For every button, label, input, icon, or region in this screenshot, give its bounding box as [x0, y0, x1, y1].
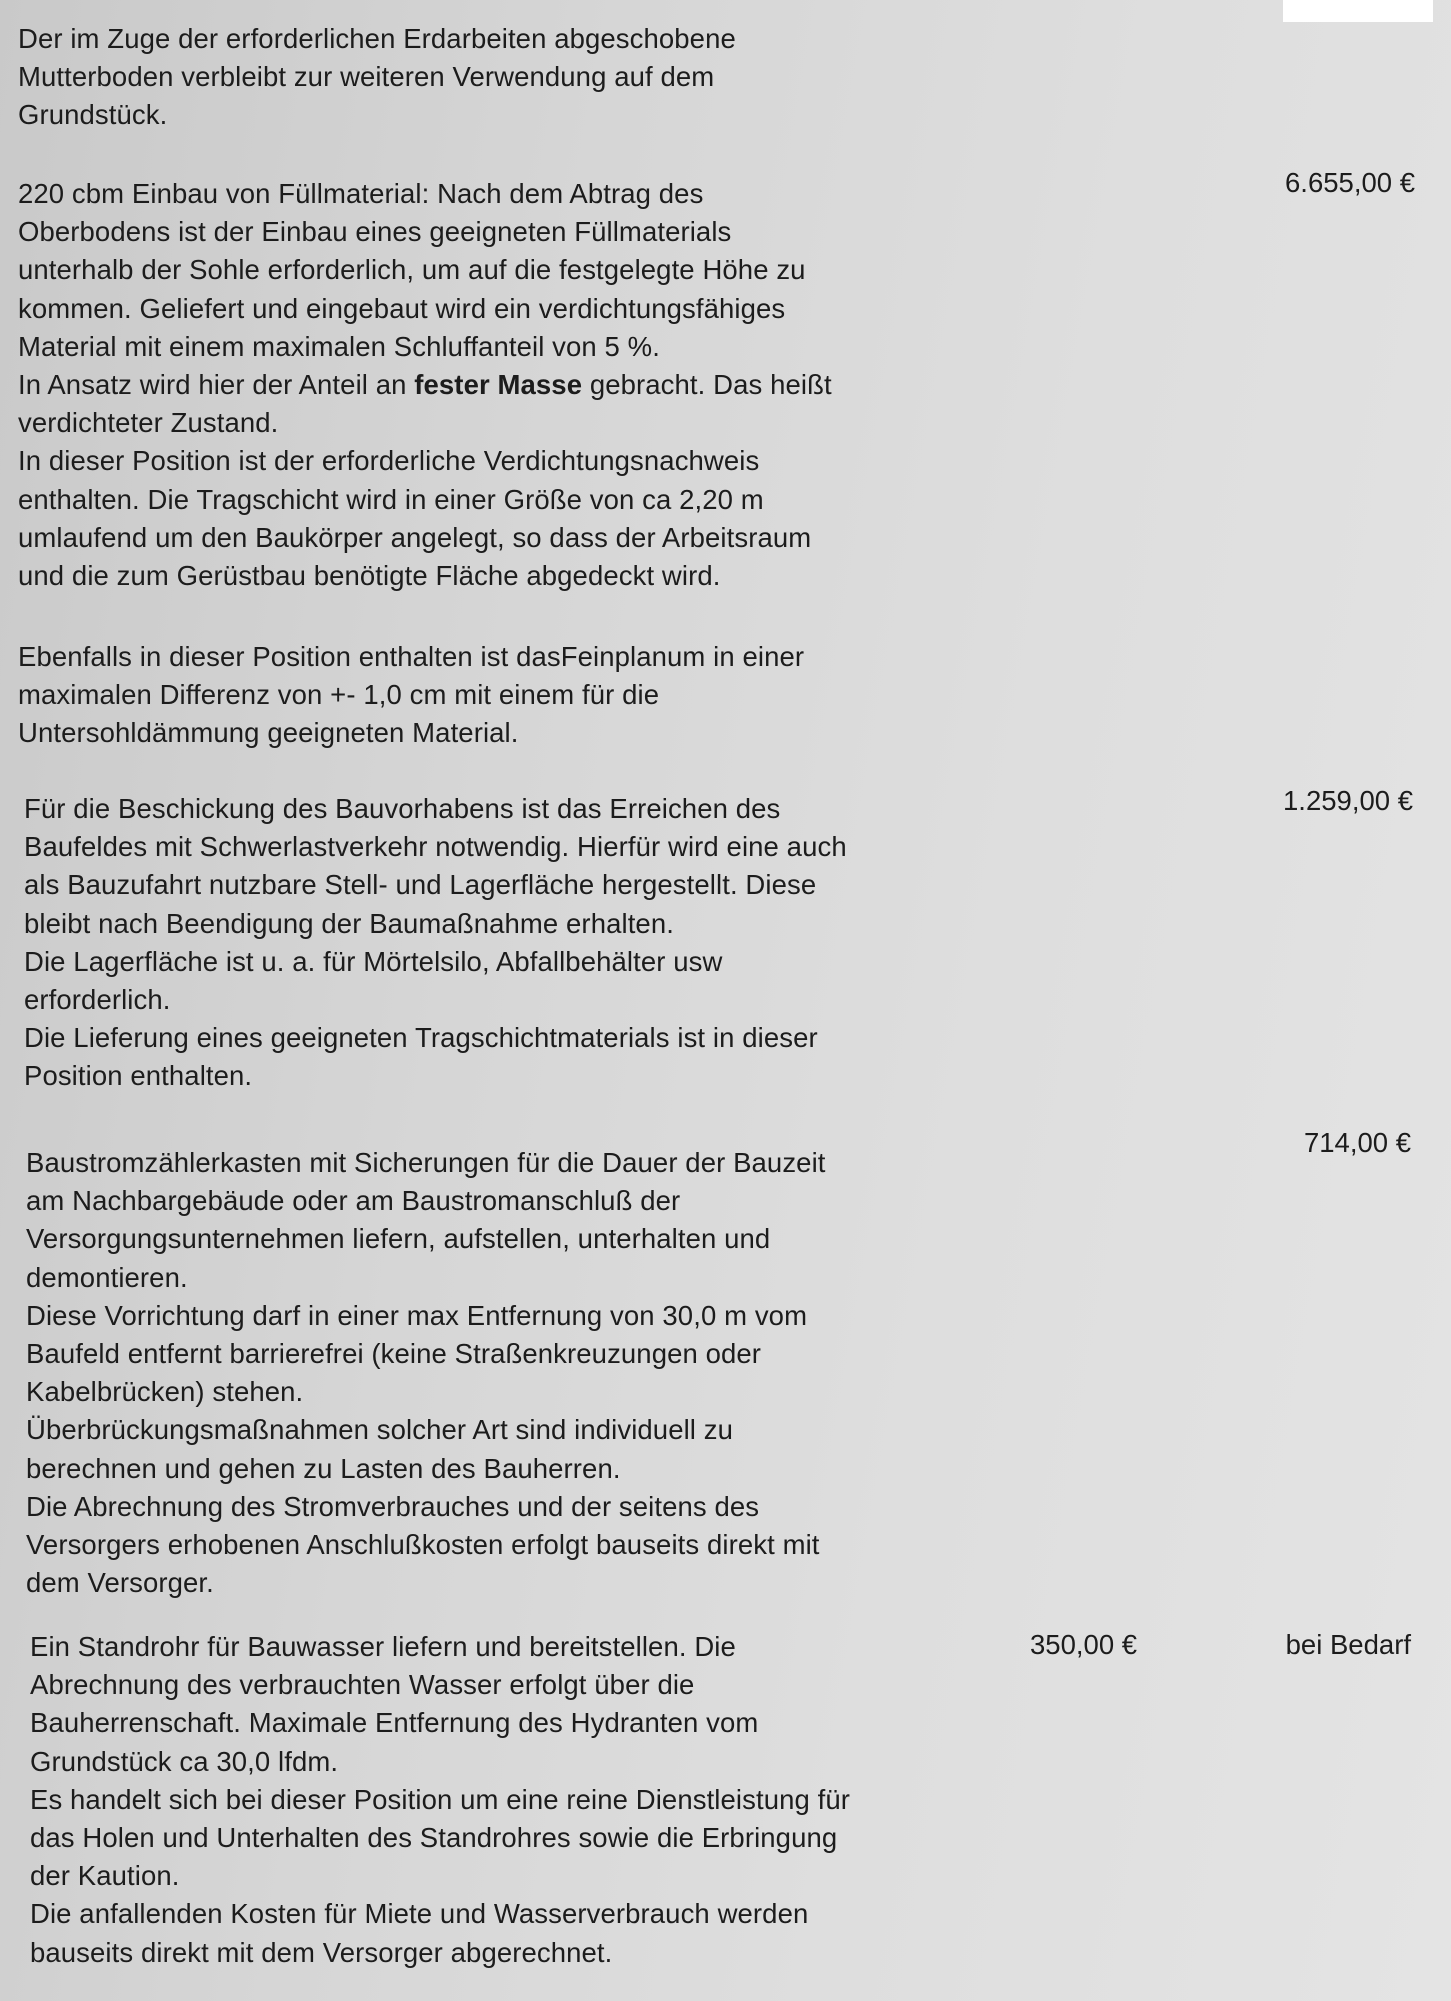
text-line: Baustromzählerkasten mit Sicherungen für die Dauer der Bauzeit — [26, 1147, 826, 1178]
text-line: Ein Standrohr für Bauwasser liefern und bereitstellen. Die — [30, 1631, 736, 1662]
text-line: Baufeldes mit Schwerlastverkehr notwendig. Hierfür wird eine auch — [24, 831, 847, 863]
text-block-mutterboden — [18, 20, 958, 135]
text-line: Mutterboden verbleibt zur weiteren Verwendung auf dem — [18, 61, 715, 93]
note-bei-bedarf: bei Bedarf — [1285, 1629, 1411, 1660]
text-line: Ebenfalls in dieser Position enthalten ist dasFeinplanum in einer — [18, 641, 805, 672]
text-line: umlaufend um den Baukörper angelegt, so dass der Arbeitsraum — [18, 521, 812, 553]
text-line: Baufeld entfernt barrierefrei (keine Straßenkreuzungen oder — [26, 1338, 762, 1370]
text-line: Überbrückungsmaßnahmen solcher Art sind individuell zu — [26, 1414, 733, 1446]
text-block-fuellmaterial — [18, 175, 958, 595]
text-line: bleibt nach Beendigung der Baumaßnahme erhalten. — [24, 907, 674, 939]
text-line: Für die Beschickung des Bauvorhabens ist das Erreichen des — [24, 793, 781, 824]
amount-standrohr: 350,00 € — [1030, 1629, 1138, 1660]
text-line: und die zum Gerüstbau benötigte Fläche abgedeckt wird. — [18, 560, 721, 592]
text-line: Versorgungsunternehmen liefern, aufstellen, unterhalten und — [26, 1223, 771, 1255]
bold-phrase: fester Masse — [414, 369, 583, 401]
text-line: dem Versorger. — [26, 1567, 214, 1599]
text-line: Der im Zuge der erforderlichen Erdarbeiten abgeschobene — [18, 23, 736, 54]
text-line: Untersohldämmung geeigneten Material. — [18, 717, 519, 749]
text-line: Es handelt sich bei dieser Position um eine reine Dienstleistung für — [30, 1783, 851, 1815]
amount-baustrom: 714,00 € — [1303, 1127, 1411, 1158]
text-line: verdichteter Zustand. — [18, 407, 279, 439]
text-line: erforderlich. — [24, 984, 171, 1016]
text-line: Die anfallenden Kosten für Miete und Wasserverbrauch werden — [30, 1898, 809, 1930]
text-line: In dieser Position ist der erforderliche Verdichtungsnachweis — [18, 445, 760, 477]
text-line: Bauherrenschaft. Maximale Entfernung des Hydranten vom — [30, 1707, 759, 1739]
text-line: kommen. Geliefert und eingebaut wird ein verdichtungsfähiges — [18, 292, 786, 324]
text-segment: In Ansatz wird hier der Anteil an — [18, 369, 415, 401]
text-line: Grundstück ca 30,0 lfdm. — [30, 1745, 339, 1777]
text-line: Position enthalten. — [24, 1060, 253, 1092]
text-line: Abrechnung des verbrauchten Wasser erfolgt über die — [30, 1669, 695, 1701]
text-block-baustrom — [26, 1144, 966, 1602]
text-block-lagerflaeche — [24, 790, 964, 1096]
text-line: Material mit einem maximalen Schluffanteil von 5 %. — [18, 330, 660, 362]
text-line: berechnen und gehen zu Lasten des Bauherren. — [26, 1452, 621, 1484]
text-line: Die Lieferung eines geeigneten Tragschichtmaterials ist in dieser — [24, 1022, 818, 1054]
text-line: Versorgers erhobenen Anschlußkosten erfolgt bauseits direkt mit — [26, 1529, 820, 1561]
text-segment: gebracht. Das heißt — [582, 369, 832, 401]
text-line: der Kaution. — [30, 1860, 180, 1892]
text-line: enthalten. Die Tragschicht wird in einer Größe von ca 2,20 m — [18, 483, 764, 515]
text-line: als Bauzufahrt nutzbare Stell- und Lagerfläche hergestellt. Diese — [24, 869, 817, 901]
text-line: maximalen Differenz von +- 1,0 cm mit einem für die — [18, 679, 660, 711]
text-line: das Holen und Unterhalten des Standrohres sowie die Erbringung — [30, 1822, 838, 1854]
text-line: Oberbodens ist der Einbau eines geeigneten Füllmaterials — [18, 216, 732, 248]
amount-lagerflaeche: 1.259,00 € — [1283, 785, 1413, 816]
amount-fuellmaterial: 6.655,00 € — [1285, 167, 1415, 198]
text-line — [18, 366, 958, 404]
text-line: demontieren. — [26, 1261, 188, 1293]
text-line: Kabelbrücken) stehen. — [26, 1376, 304, 1408]
text-line: am Nachbargebäude oder am Baustromanschluß der — [26, 1185, 681, 1217]
text-line: Die Abrechnung des Stromverbrauches und der seitens des — [26, 1490, 760, 1522]
text-line: unterhalb der Sohle erforderlich, um auf die festgelegte Höhe zu — [18, 254, 806, 286]
text-line: Grundstück. — [18, 99, 168, 131]
text-line: bauseits direkt mit dem Versorger abgerechnet. — [30, 1936, 613, 1968]
text-line: Die Lagerfläche ist u. a. für Mörtelsilo, Abfallbehälter usw — [24, 945, 723, 977]
text-block-standrohr — [30, 1628, 970, 1972]
text-block-feinplanum — [18, 638, 958, 753]
text-line: Diese Vorrichtung darf in einer max Entfernung von 30,0 m vom — [26, 1299, 808, 1331]
text-line: 220 cbm Einbau von Füllmaterial: Nach dem Abtrag des — [18, 178, 704, 209]
